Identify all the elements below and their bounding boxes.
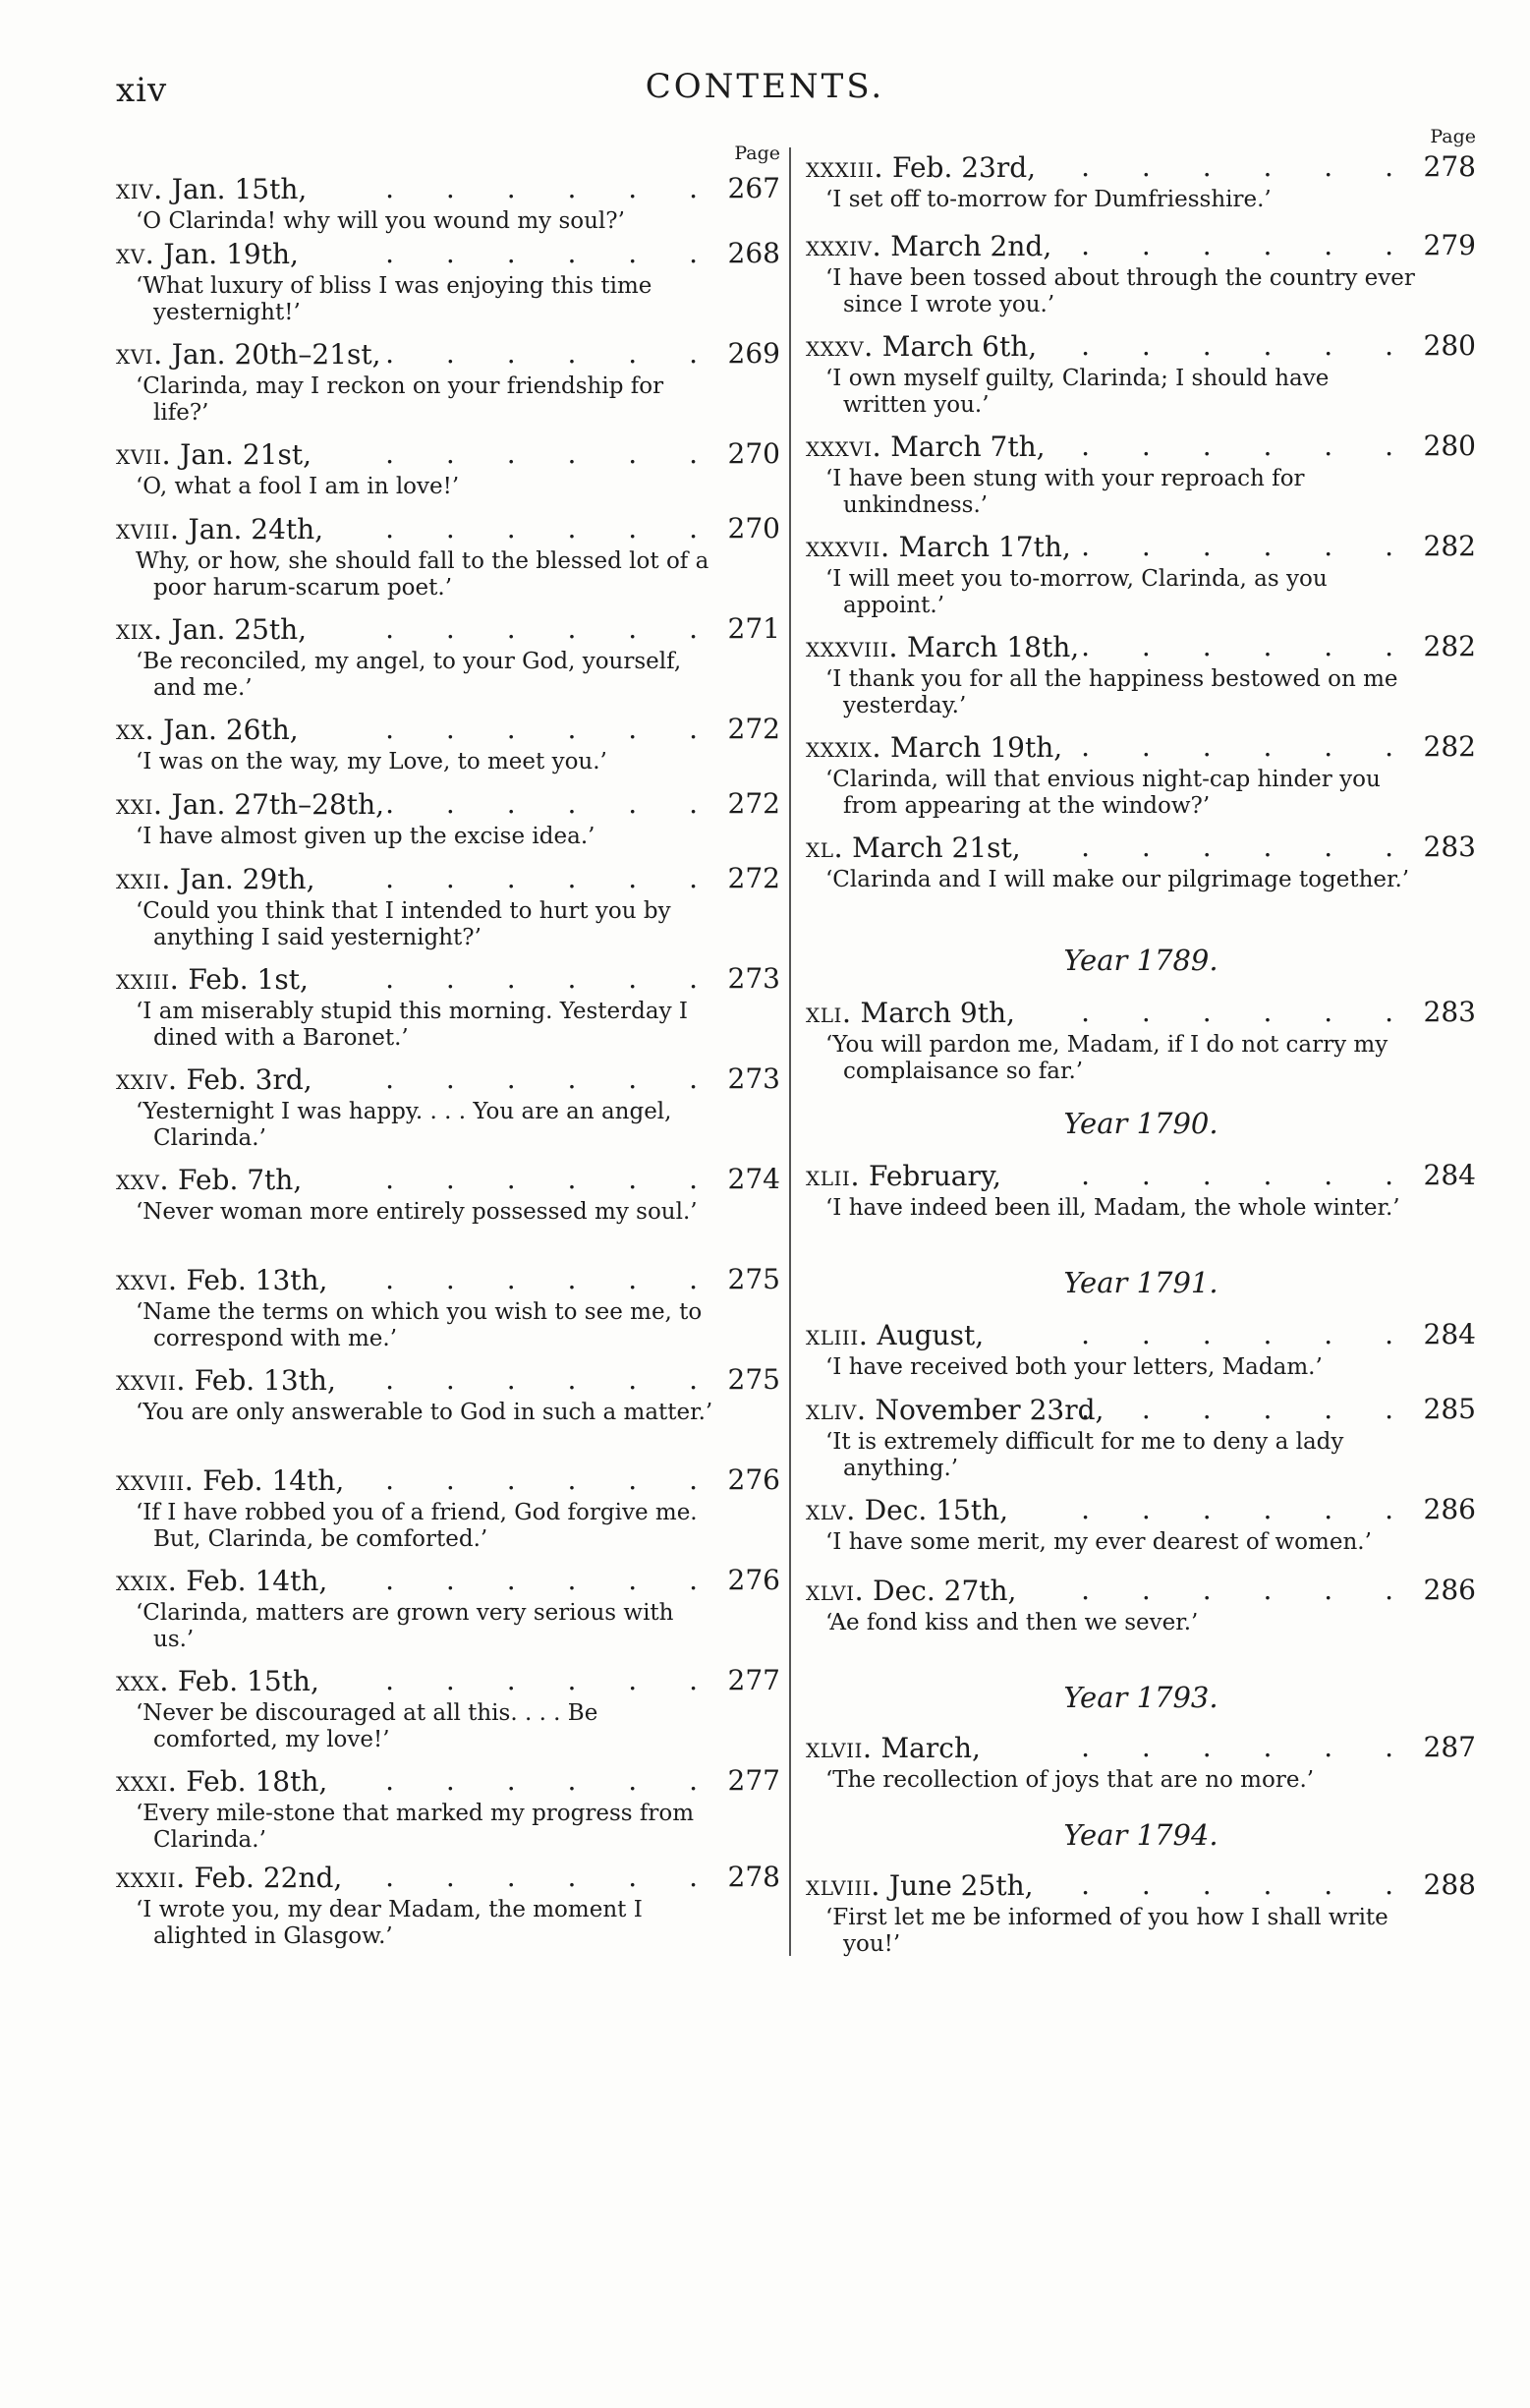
- entry-numeral: xxi.: [116, 787, 163, 821]
- dot-leader: . . . . . .: [1081, 1393, 1415, 1425]
- entry-date: Dec. 27th,: [873, 1575, 1017, 1607]
- entry-heading: [806, 527, 1476, 566]
- entry-numeral: xx.: [116, 713, 155, 746]
- entry-numeral: xliv.: [806, 1393, 867, 1426]
- entry-quote: ‘It is extremely difficult for me to deny a lady anything.’: [825, 1429, 1344, 1481]
- entry-quote: ‘The recollection of joys that are no more.’: [825, 1767, 1315, 1793]
- year-heading: Year 1790.: [1063, 1107, 1218, 1140]
- dot-leader: . . . . . .: [1081, 831, 1415, 863]
- entry-page-number: 280: [1423, 430, 1476, 462]
- entry-heading: [116, 1858, 780, 1897]
- entry-page-number: 286: [1423, 1493, 1476, 1525]
- entry-heading: [806, 147, 1476, 187]
- entry-numeral: xv.: [116, 237, 155, 270]
- entry-heading: [806, 828, 1476, 867]
- entry-page-number: 268: [727, 237, 780, 269]
- entry-heading: [116, 784, 780, 824]
- entry-numeral: xlviii.: [806, 1868, 881, 1902]
- dot-leader: . . . . . .: [1081, 1868, 1415, 1901]
- entry-date: Jan. 29th,: [179, 863, 315, 895]
- entry-heading: [806, 226, 1476, 265]
- entry-numeral: xxxiv.: [806, 229, 882, 262]
- entry-date: March 18th,: [906, 631, 1080, 663]
- entry-heading: [116, 434, 780, 474]
- page-column-label: Page: [734, 143, 780, 164]
- entry-page-number: 273: [727, 1062, 780, 1095]
- toc-entry: [806, 527, 1476, 619]
- toc-entry: [116, 1561, 780, 1653]
- entry-quote: ‘Name the terms on which you wish to see me, to correspond with me.’: [136, 1299, 703, 1351]
- entry-date: Feb. 14th,: [202, 1464, 345, 1497]
- entry-page-number: 272: [727, 787, 780, 820]
- toc-entry: [116, 1661, 780, 1753]
- entry-date: March 17th,: [898, 531, 1071, 563]
- entry-quote: ‘Clarinda, may I reckon on your friendship for life?’: [136, 373, 664, 426]
- toc-entry: [116, 784, 780, 850]
- entry-date: Jan. 20th–21st,: [171, 338, 381, 371]
- dot-leader: . . . . . .: [385, 1263, 719, 1295]
- entry-quote: ‘I thank you for all the happiness bestowed on me yesterday.’: [825, 666, 1398, 718]
- entry-date: Jan. 26th,: [163, 714, 299, 746]
- dot-leader: . . . . . .: [385, 1764, 719, 1797]
- entry-page-number: 278: [727, 1861, 780, 1893]
- toc-entry: [116, 1858, 780, 1950]
- dot-leader: . . . . . .: [385, 437, 719, 470]
- entry-heading: [806, 1315, 1476, 1354]
- entry-date: Feb. 18th,: [186, 1765, 328, 1798]
- entry-page-number: 267: [727, 172, 780, 204]
- toc-entry: [806, 627, 1476, 719]
- entry-page-number: 278: [1423, 150, 1476, 183]
- toc-entry: [806, 993, 1476, 1085]
- entry-page-number: 275: [727, 1363, 780, 1396]
- entry-numeral: xxxi.: [116, 1764, 178, 1798]
- entry-heading: [806, 427, 1476, 466]
- entry-date: Jan. 21st,: [180, 438, 312, 471]
- toc-entry: [806, 727, 1476, 820]
- year-heading: Year 1793.: [1063, 1681, 1218, 1714]
- entry-heading: [806, 993, 1476, 1032]
- entry-date: March,: [880, 1732, 981, 1764]
- entry-quote: ‘First let me be informed of you how I shall write you!’: [825, 1905, 1388, 1957]
- dot-leader: . . . . . .: [1081, 1318, 1415, 1350]
- entry-page-number: 287: [1423, 1731, 1476, 1763]
- entry-page-number: 275: [727, 1263, 780, 1295]
- entry-quote: ‘You are only answerable to God in such a matter.’: [136, 1400, 713, 1425]
- entry-date: March 19th,: [889, 731, 1063, 764]
- entry-quote: ‘If I have robbed you of a friend, God forgive me. But, Clarinda, be comforted.’: [136, 1500, 698, 1552]
- entry-page-number: 277: [727, 1664, 780, 1696]
- entry-heading: [806, 1865, 1476, 1905]
- toc-entry: [116, 509, 780, 602]
- entry-date: August,: [877, 1319, 985, 1351]
- entry-date: March 6th,: [881, 330, 1038, 363]
- entry-page-number: 270: [727, 437, 780, 470]
- toc-entry: [116, 710, 780, 775]
- entry-quote: ‘I have some merit, my ever dearest of women.’: [825, 1529, 1372, 1555]
- entry-heading: [116, 1260, 780, 1299]
- year-heading: Year 1794.: [1063, 1818, 1218, 1852]
- entry-numeral: xiv.: [116, 172, 163, 205]
- dot-leader: . . . . . .: [385, 862, 719, 894]
- toc-entry: [806, 1571, 1476, 1636]
- dot-leader: . . . . . .: [1081, 1159, 1415, 1191]
- entry-quote: ‘Yesternight I was happy. . . . You are an angel, Clarinda.’: [136, 1099, 672, 1151]
- page-column-label: Page: [1430, 126, 1476, 147]
- dot-leader: . . . . . .: [1081, 530, 1415, 562]
- entry-quote: ‘I wrote you, my dear Madam, the moment I alighted in Glasgow.’: [136, 1897, 643, 1949]
- entry-quote: ‘I have indeed been ill, Madam, the whole winter.’: [825, 1195, 1400, 1221]
- entry-heading: [116, 859, 780, 898]
- entry-heading: [116, 169, 780, 208]
- entry-quote: ‘I have been stung with your reproach for unkindness.’: [825, 466, 1305, 518]
- entry-quote: ‘I will meet you to-morrow, Clarinda, as you appoint.’: [825, 566, 1328, 618]
- entry-numeral: xxvi.: [116, 1263, 178, 1296]
- entry-quote: ‘Never woman more entirely possessed my soul.’: [136, 1199, 698, 1225]
- dot-leader: . . . . . .: [385, 787, 719, 820]
- entry-quote: ‘Clarinda, will that envious night-cap hinder you from appearing at the window?’: [825, 767, 1381, 819]
- toc-entry: [806, 147, 1476, 213]
- dot-leader: . . . . . .: [385, 1163, 719, 1195]
- year-heading: Year 1789.: [1063, 944, 1218, 977]
- dot-leader: . . . . . .: [1081, 730, 1415, 763]
- entry-date: Jan. 19th,: [163, 238, 299, 270]
- entry-heading: [806, 1728, 1476, 1767]
- entry-numeral: xxiv.: [116, 1062, 178, 1096]
- entry-heading: [116, 1461, 780, 1500]
- entry-page-number: 271: [727, 612, 780, 645]
- toc-entry: [116, 959, 780, 1052]
- entry-numeral: xxxvii.: [806, 530, 890, 563]
- entry-numeral: xxiii.: [116, 962, 180, 996]
- entry-date: Jan. 15th,: [171, 173, 308, 205]
- dot-leader: . . . . . .: [385, 1861, 719, 1893]
- entry-quote: ‘Could you think that I intended to hurt you by anything I said yesternight?’: [136, 898, 671, 950]
- toc-entry: [806, 226, 1476, 318]
- entry-quote: ‘I have been tossed about through the country ever since I wrote you.’: [825, 265, 1415, 317]
- entry-heading: [806, 1156, 1476, 1195]
- entry-heading: [116, 1060, 780, 1099]
- entry-heading: [116, 710, 780, 749]
- dot-leader: . . . . . .: [1081, 1493, 1415, 1525]
- toc-entry: [116, 1060, 780, 1152]
- dot-leader: . . . . . .: [385, 1564, 719, 1596]
- entry-date: Dec. 15th,: [864, 1494, 1009, 1526]
- dot-leader: . . . . . .: [1081, 229, 1415, 261]
- entry-date: March 21st,: [852, 831, 1021, 864]
- entry-heading: [116, 509, 780, 548]
- dot-leader: . . . . . .: [385, 1062, 719, 1095]
- toc-entry: [116, 234, 780, 326]
- entry-page-number: 282: [1423, 530, 1476, 562]
- entry-page-number: 282: [1423, 730, 1476, 763]
- entry-quote: ‘I have almost given up the excise idea.’: [136, 824, 595, 849]
- entry-heading: [116, 609, 780, 649]
- entry-numeral: xlvii.: [806, 1731, 873, 1764]
- page-title: CONTENTS.: [645, 67, 885, 106]
- entry-page-number: 284: [1423, 1318, 1476, 1350]
- toc-entry: [806, 427, 1476, 519]
- entry-quote: ‘I set off to-morrow for Dumfriesshire.’: [825, 187, 1272, 212]
- entry-date: Feb. 14th,: [186, 1565, 328, 1597]
- dot-leader: . . . . . .: [1081, 1574, 1415, 1606]
- entry-numeral: xlvi.: [806, 1574, 865, 1607]
- entry-numeral: xxxvi.: [806, 430, 882, 463]
- dot-leader: . . . . . .: [385, 337, 719, 370]
- entry-page-number: 283: [1423, 831, 1476, 863]
- entry-quote: ‘Be reconciled, my angel, to your God, yourself, and me.’: [136, 649, 682, 701]
- entry-date: November 23rd,: [875, 1394, 1105, 1426]
- entry-numeral: xvi.: [116, 337, 163, 371]
- entry-quote: ‘I was on the way, my Love, to meet you.’: [136, 749, 607, 774]
- dot-leader: . . . . . .: [1081, 996, 1415, 1028]
- entry-page-number: 283: [1423, 996, 1476, 1028]
- entry-numeral: xlv.: [806, 1493, 856, 1526]
- entry-heading: [806, 727, 1476, 767]
- entry-page-number: 288: [1423, 1868, 1476, 1901]
- entry-quote: ‘I have received both your letters, Madam.’: [825, 1354, 1323, 1380]
- year-heading: Year 1791.: [1063, 1266, 1218, 1299]
- toc-entry: [806, 1865, 1476, 1958]
- dot-leader: . . . . . .: [385, 1363, 719, 1396]
- entry-heading: [116, 1661, 780, 1700]
- column-divider: [789, 147, 791, 1956]
- entry-date: Jan. 25th,: [171, 613, 308, 646]
- entry-page-number: 272: [727, 713, 780, 745]
- entry-heading: [806, 1490, 1476, 1529]
- entry-date: June 25th,: [888, 1869, 1034, 1902]
- toc-entry: [116, 434, 780, 500]
- entry-heading: [806, 1390, 1476, 1429]
- entry-numeral: xxix.: [116, 1564, 178, 1597]
- entry-date: Feb. 15th,: [177, 1665, 319, 1697]
- dot-leader: . . . . . .: [1081, 329, 1415, 362]
- entry-date: Feb. 1st,: [188, 963, 309, 996]
- dot-leader: . . . . . .: [385, 612, 719, 645]
- dot-leader: . . . . . .: [385, 962, 719, 995]
- entry-quote: ‘O Clarinda! why will you wound my soul?’: [136, 208, 625, 234]
- toc-entry: [806, 828, 1476, 893]
- entry-page-number: 279: [1423, 229, 1476, 261]
- entry-date: Jan. 27th–28th,: [171, 788, 384, 821]
- dot-leader: . . . . . .: [1081, 430, 1415, 462]
- entry-quote: ‘Clarinda and I will make our pilgrimage together.’: [825, 867, 1410, 892]
- toc-entry: [806, 1390, 1476, 1482]
- dot-leader: . . . . . .: [385, 237, 719, 269]
- dot-leader: . . . . . .: [385, 1463, 719, 1496]
- entry-page-number: 273: [727, 962, 780, 995]
- entry-numeral: xviii.: [116, 512, 180, 545]
- entry-numeral: xvii.: [116, 437, 172, 471]
- entry-page-number: 274: [727, 1163, 780, 1195]
- toc-entry: [806, 326, 1476, 419]
- toc-entry: [806, 1315, 1476, 1381]
- entry-heading: [116, 1160, 780, 1199]
- toc-entry: [116, 334, 780, 427]
- dot-leader: . . . . . .: [385, 713, 719, 745]
- entry-page-number: 277: [727, 1764, 780, 1797]
- dot-leader: . . . . . .: [385, 1664, 719, 1696]
- entry-numeral: xl.: [806, 831, 844, 864]
- entry-heading: [116, 1561, 780, 1600]
- entry-date: Feb. 23rd,: [892, 151, 1037, 184]
- toc-entry: [116, 1160, 780, 1226]
- entry-quote: ‘I own myself guilty, Clarinda; I should have written you.’: [825, 366, 1330, 418]
- entry-page-number: 284: [1423, 1159, 1476, 1191]
- entry-page-number: 285: [1423, 1393, 1476, 1425]
- toc-entry: [116, 1260, 780, 1352]
- entry-quote: ‘Every mile-stone that marked my progress from Clarinda.’: [136, 1801, 695, 1853]
- entry-page-number: 269: [727, 337, 780, 370]
- entry-quote: ‘You will pardon me, Madam, if I do not carry my complaisance so far.’: [825, 1032, 1388, 1084]
- entry-numeral: xxv.: [116, 1163, 170, 1196]
- entry-date: Feb. 7th,: [178, 1164, 303, 1196]
- entry-date: March 7th,: [890, 430, 1046, 463]
- entry-numeral: xix.: [116, 612, 163, 646]
- entry-page-number: 286: [1423, 1574, 1476, 1606]
- entry-quote: ‘What luxury of bliss I was enjoying this time yesternight!’: [136, 273, 652, 325]
- toc-entry: [116, 1360, 780, 1426]
- dot-leader: . . . . . .: [385, 512, 719, 545]
- entry-heading: [116, 959, 780, 999]
- entry-date: March 2nd,: [890, 230, 1052, 262]
- dot-leader: . . . . . .: [385, 172, 719, 204]
- toc-entry: [116, 859, 780, 951]
- entry-numeral: xxxv.: [806, 329, 874, 363]
- entry-quote: ‘Clarinda, matters are grown very serious with us.’: [136, 1600, 674, 1652]
- entry-heading: [116, 234, 780, 273]
- running-head: [0, 59, 1530, 118]
- entry-numeral: xxxiii.: [806, 150, 884, 184]
- entry-page-number: 282: [1423, 630, 1476, 662]
- entry-quote: ‘Ae fond kiss and then we sever.’: [825, 1610, 1199, 1635]
- entry-date: Feb. 13th,: [194, 1364, 336, 1397]
- entry-numeral: xxvii.: [116, 1363, 186, 1397]
- toc-entry: [116, 609, 780, 702]
- toc-entry: [116, 1461, 780, 1553]
- entry-numeral: xxii.: [116, 862, 171, 895]
- entry-date: Feb. 22nd,: [194, 1862, 343, 1894]
- entry-quote: ‘I am miserably stupid this morning. Yesterday I dined with a Baronet.’: [136, 999, 688, 1051]
- entry-numeral: xxx.: [116, 1664, 169, 1697]
- entry-heading: [116, 1360, 780, 1400]
- page-number: xiv: [116, 71, 168, 110]
- toc-entry: [806, 1490, 1476, 1556]
- entry-heading: [116, 1761, 780, 1801]
- dot-leader: . . . . . .: [1081, 150, 1415, 183]
- entry-numeral: xli.: [806, 996, 852, 1029]
- entry-heading: [116, 334, 780, 373]
- entry-page-number: 280: [1423, 329, 1476, 362]
- toc-entry: [806, 1728, 1476, 1794]
- entry-date: Feb. 13th,: [186, 1264, 328, 1296]
- entry-numeral: xlii.: [806, 1159, 861, 1192]
- entry-date: Jan. 24th,: [188, 513, 324, 545]
- entry-date: March 9th,: [860, 997, 1015, 1029]
- entry-numeral: xliii.: [806, 1318, 869, 1351]
- entry-quote: ‘O, what a fool I am in love!’: [136, 474, 460, 499]
- entry-page-number: 276: [727, 1463, 780, 1496]
- dot-leader: . . . . . .: [1081, 1731, 1415, 1763]
- entry-date: Feb. 3rd,: [186, 1063, 312, 1096]
- entry-heading: [806, 326, 1476, 366]
- entry-page-number: 272: [727, 862, 780, 894]
- toc-entry: [116, 1761, 780, 1854]
- entry-numeral: xxxviii.: [806, 630, 899, 663]
- dot-leader: . . . . . .: [1081, 630, 1415, 662]
- entry-numeral: xxxix.: [806, 730, 882, 764]
- entry-numeral: xxxii.: [116, 1861, 186, 1894]
- entry-heading: [806, 1571, 1476, 1610]
- entry-heading: [806, 627, 1476, 666]
- entry-quote: Why, or how, she should fall to the blessed lot of a poor harum-scarum poet.’: [136, 548, 709, 601]
- toc-entry: [116, 169, 780, 235]
- entry-quote: ‘Never be discouraged at all this. . . . Be comforted, my love!’: [136, 1700, 598, 1752]
- entry-date: February,: [868, 1160, 1001, 1192]
- entry-numeral: xxviii.: [116, 1463, 195, 1497]
- toc-entry: [806, 1156, 1476, 1222]
- entry-page-number: 276: [727, 1564, 780, 1596]
- entry-page-number: 270: [727, 512, 780, 545]
